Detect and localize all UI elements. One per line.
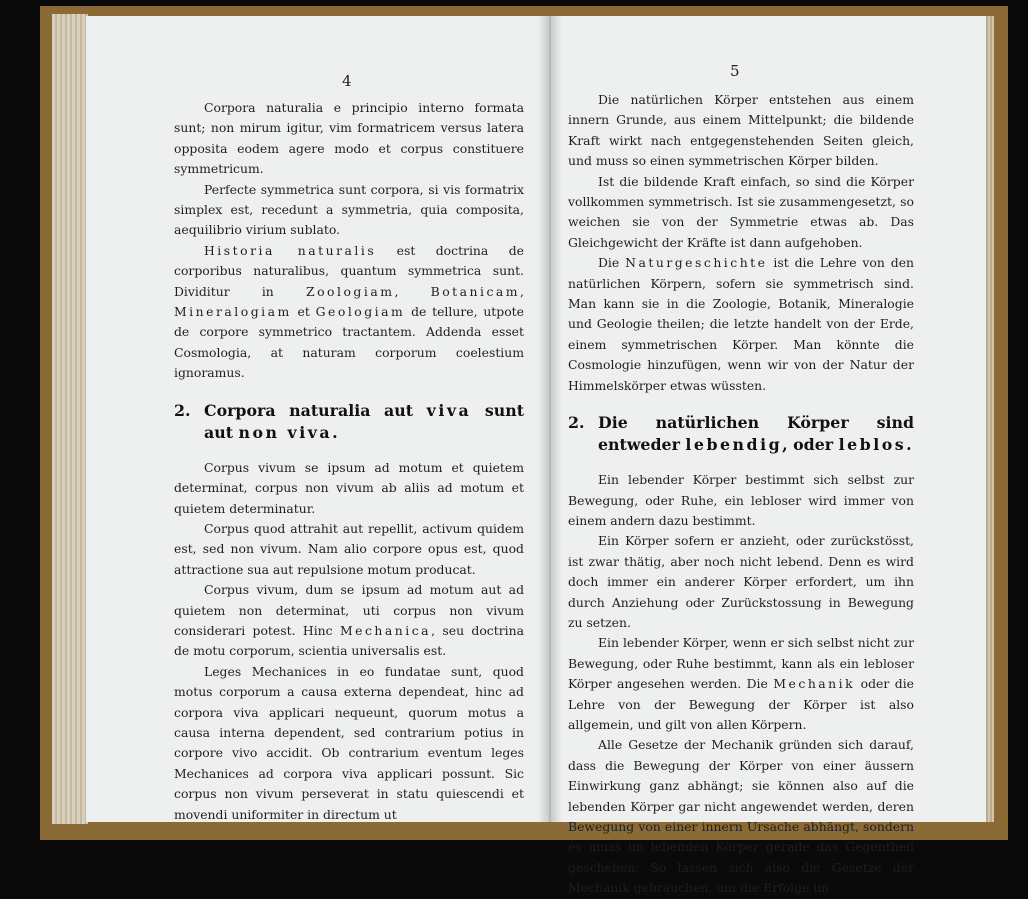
paragraph bbox=[174, 580, 524, 662]
text-run: Corpus vivum, dum se ipsum ad motum aut ad quietem non determinat, uti corpus non vivum considerari potest. Hinc bbox=[174, 582, 524, 638]
spaced-term: viva bbox=[426, 400, 472, 420]
spaced-term: Geologiam bbox=[315, 304, 406, 320]
page-edges-left bbox=[52, 14, 88, 824]
spaced-term: Mechanik bbox=[773, 676, 856, 692]
page-number: 4 bbox=[342, 72, 352, 90]
spaced-term: Mechanica bbox=[339, 622, 432, 638]
text-run: sunt aut bbox=[204, 400, 524, 442]
spaced-term: Historia naturalis bbox=[204, 242, 377, 258]
spaced-term: Botanicam bbox=[430, 283, 521, 299]
text-run: . bbox=[906, 435, 912, 455]
section-number: 2. bbox=[174, 400, 191, 420]
text-run: , bbox=[394, 283, 431, 299]
spaced-term: Zoologiam bbox=[305, 283, 395, 299]
text-run: Die bbox=[598, 255, 626, 271]
paragraph: Leges Mechanices in eo fundatae sunt, quod motus corporum a causa externa dependeat, hinc ad corpora viva applicari nequeunt, quorum motus a causa interna dependent, sed contrarium potius in corpore vivo accidit. Ob contrarium eventum leges Mechanices ad corpora viva applicari possunt. Sic corpus non vivum perseverat in statu quiescendi et movendi uniformiter in directum ut bbox=[174, 663, 524, 822]
left-text bbox=[174, 98, 524, 825]
section-number: 2. bbox=[568, 413, 585, 433]
right-page bbox=[550, 16, 986, 896]
paragraph bbox=[174, 241, 524, 384]
spaced-term: Mineralogiam bbox=[174, 304, 292, 320]
text-run: est doctrina de corporibus naturalibus, quantum symmetrica sunt. Dividitur in bbox=[174, 242, 524, 299]
paragraph: Perfecte symmetrica sunt corpora, si vis formatrix simplex est, recedunt a symmetria, quia composita, aequilibrio virium sublato. bbox=[174, 181, 524, 238]
paragraph bbox=[568, 253, 914, 396]
page-number: 5 bbox=[730, 62, 740, 80]
text-run: oder die Lehre von der Bewegung der Körper ist also allgemein, und gilt von allen Körpern. bbox=[568, 676, 914, 732]
text-run: et bbox=[291, 304, 316, 320]
text-run: de tellure, utpote de corpore symmetrico tractantem. Addenda esset Cosmologia, at naturam corporum coelestium ignoramus. bbox=[174, 304, 524, 381]
book-gutter bbox=[538, 16, 562, 822]
paragraph: Alle Gesetze der Mechanik gründen sich darauf, dass die Bewegung der Körper von einer äussern Einwirkung ganz abhängt; sie können also auf die lebenden Körper gar nicht angewendet werden, deren Bewegung von einer innern Ursache abhängt, sondern es muss im lebenden Körper gerade das Gegentheil geschehen. So lassen sich also die Gesetze der Mechanik gebrauchen, um die Erfolge im bbox=[568, 737, 914, 896]
paragraph: Die natürlichen Körper entstehen aus einem innern Grunde, aus einem Mittelpunkt; die bildende Kraft wirkt nach entgegenstehenden Seiten gleich, und muss so einen symmetrischen Körper bilden. bbox=[568, 92, 914, 169]
paragraph: Corpus quod attrahit aut repellit, activum quidem est, sed non vivum. Nam alio corpore opus est, quod attractione sua aut repulsione motum producat. bbox=[174, 520, 524, 577]
section-heading bbox=[174, 400, 524, 444]
paragraph: Ein lebender Körper bestimmt sich selbst zur Bewegung, oder Ruhe, ein lebloser wird immer von einem andern dazu bestimmt. bbox=[568, 472, 914, 528]
text-run: ist die Lehre von den natürlichen Körpern, sofern sie symmetrisch sind. Man kann sie in die Zoologie, Botanik, Mineralogie und Geologie theilen; die letzte handelt von der Erde, einem symmetrischen Körper. Man könnte die Cosmologie hinzufügen, wenn wir von der Natur der Himmelskörper etwas wüssten. bbox=[568, 255, 915, 393]
spaced-term: leblos bbox=[838, 435, 907, 455]
text-run: . bbox=[332, 422, 338, 442]
paragraph: Ist die bildende Kraft einfach, so sind die Körper vollkommen symmetrisch. Ist sie zusammengesetzt, so weichen sie von der Symmetrie etwas ab. Das Gleichgewicht der Kräfte ist dann aufgehoben. bbox=[568, 173, 914, 250]
text-run: , bbox=[520, 283, 524, 299]
section-heading bbox=[568, 412, 914, 456]
spaced-term: lebendig bbox=[685, 435, 783, 455]
text-run: Die natürlichen Körper sind entweder bbox=[598, 413, 914, 455]
text-run: Ein lebender Körper, wenn er sich selbst nicht zur Bewegung, oder Ruhe bestimmt, kann als ein lebloser Körper angesehen werden. Die bbox=[568, 635, 914, 692]
spaced-term: non viva bbox=[238, 422, 333, 442]
paragraph bbox=[568, 633, 914, 735]
text-run: , oder bbox=[782, 435, 839, 455]
right-text bbox=[568, 90, 914, 899]
paragraph: Corpora naturalia e principio interno formata sunt; non mirum igitur, vim formatricem versus latera opposita eodem agere modo et corpus constituere symmetricum. bbox=[174, 100, 524, 177]
left-page bbox=[86, 16, 548, 822]
text-run: , seu doctrina de motu corporum, scientia universalis est. bbox=[174, 622, 524, 659]
paragraph: Corpus vivum se ipsum ad motum et quietem determinat, corpus non vivum ab aliis ad motum et quietem determinatur. bbox=[174, 459, 524, 516]
paragraph: Ein Körper sofern er anzieht, oder zurückstösst, ist zwar thätig, aber noch nicht lebend. Denn es wird doch immer ein anderer Körper erfordert, um ihn durch Anziehung oder Zurückstossung in Bewegung zu setzen. bbox=[568, 533, 914, 630]
text-run: Corpora naturalia aut bbox=[204, 400, 427, 420]
spaced-term: Naturgeschichte bbox=[625, 255, 768, 271]
